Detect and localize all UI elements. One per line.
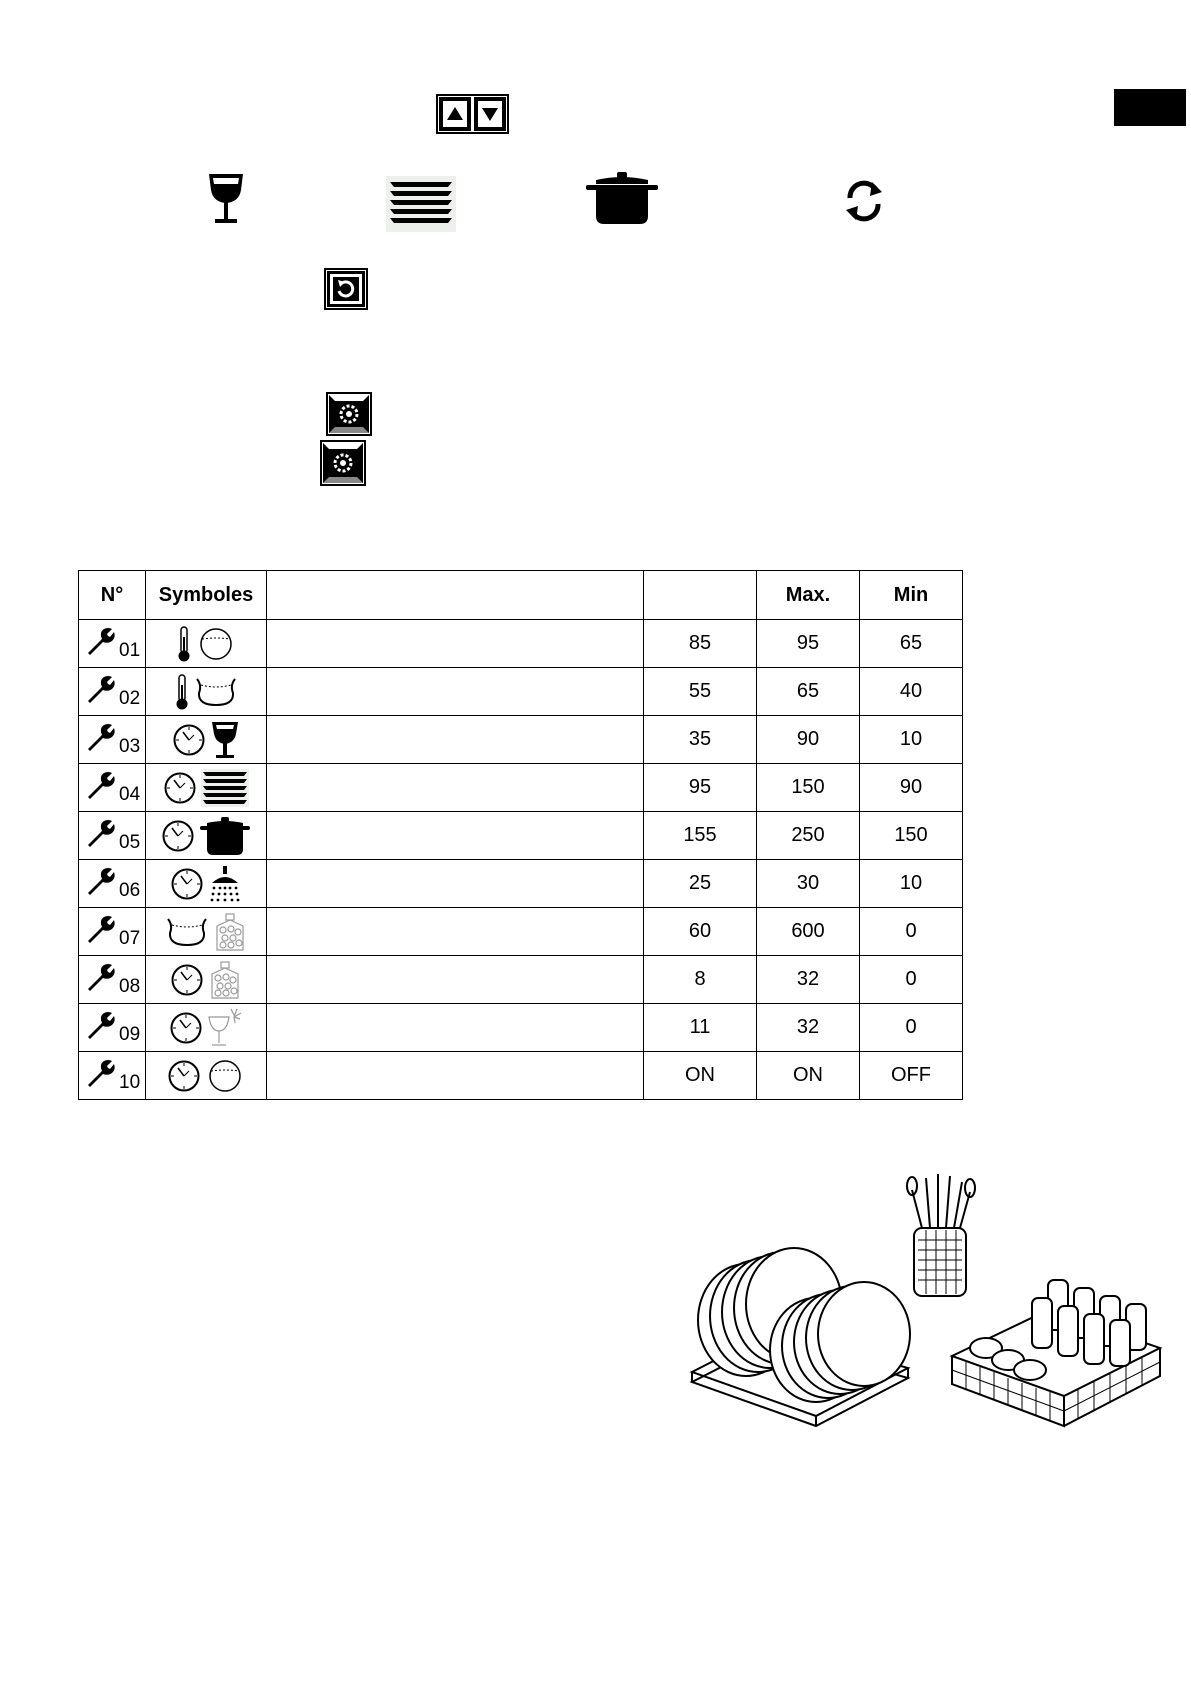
max-cell: 32 bbox=[757, 1004, 860, 1052]
wrench-icon bbox=[85, 1058, 115, 1094]
row-number-cell bbox=[79, 668, 146, 716]
row-number-cell bbox=[79, 956, 146, 1004]
clock-icon bbox=[163, 771, 197, 805]
wine-glass-icon bbox=[210, 720, 240, 760]
row-number: 08 bbox=[119, 976, 141, 997]
min-cell: 150 bbox=[860, 812, 963, 860]
wrench-icon bbox=[85, 866, 115, 902]
clock-icon bbox=[169, 1011, 203, 1045]
table-header-row bbox=[79, 571, 963, 620]
settings-gear-icon[interactable] bbox=[320, 440, 366, 486]
symbol-cell bbox=[146, 764, 267, 812]
max-cell: 150 bbox=[757, 764, 860, 812]
value-cell: 85 bbox=[644, 620, 757, 668]
symbol-cell bbox=[146, 908, 267, 956]
clock-icon bbox=[172, 723, 206, 757]
cooking-pot-icon bbox=[199, 816, 251, 856]
min-cell: 40 bbox=[860, 668, 963, 716]
min-cell: 90 bbox=[860, 764, 963, 812]
clock-icon bbox=[161, 819, 195, 853]
max-cell: 30 bbox=[757, 860, 860, 908]
nav-arrows-icon[interactable] bbox=[436, 94, 509, 134]
value-cell: 11 bbox=[644, 1004, 757, 1052]
thermometer-icon bbox=[174, 673, 190, 711]
row-number-cell bbox=[79, 620, 146, 668]
min-cell: OFF bbox=[860, 1052, 963, 1100]
col-header-value bbox=[644, 571, 757, 620]
shower-icon bbox=[208, 865, 242, 903]
table-row bbox=[79, 668, 963, 716]
detergent-icon bbox=[208, 960, 242, 1000]
wrench-icon bbox=[85, 674, 115, 710]
row-number: 05 bbox=[119, 832, 141, 853]
row-number-cell bbox=[79, 764, 146, 812]
row-number-cell bbox=[79, 1052, 146, 1100]
min-cell: 0 bbox=[860, 956, 963, 1004]
description-cell bbox=[267, 956, 644, 1004]
clock-icon bbox=[170, 963, 204, 997]
row-number: 09 bbox=[119, 1024, 141, 1045]
wrench-icon bbox=[85, 1010, 115, 1046]
table-row bbox=[79, 1052, 963, 1100]
value-cell: ON bbox=[644, 1052, 757, 1100]
max-cell: 32 bbox=[757, 956, 860, 1004]
table-row bbox=[79, 908, 963, 956]
max-cell: 95 bbox=[757, 620, 860, 668]
value-cell: 60 bbox=[644, 908, 757, 956]
table-row bbox=[79, 620, 963, 668]
row-number-cell bbox=[79, 908, 146, 956]
value-cell: 35 bbox=[644, 716, 757, 764]
symbol-cell bbox=[146, 956, 267, 1004]
row-number-cell bbox=[79, 1004, 146, 1052]
cooking-pot-icon bbox=[586, 170, 658, 226]
description-cell bbox=[267, 668, 644, 716]
min-cell: 65 bbox=[860, 620, 963, 668]
value-cell: 8 bbox=[644, 956, 757, 1004]
description-cell bbox=[267, 764, 644, 812]
col-header-no: N° bbox=[79, 571, 146, 620]
table-row bbox=[79, 812, 963, 860]
symbol-cell bbox=[146, 716, 267, 764]
row-number: 04 bbox=[119, 784, 141, 805]
tank-icon bbox=[196, 627, 236, 661]
row-number-cell bbox=[79, 812, 146, 860]
row-number-cell bbox=[79, 860, 146, 908]
col-header-symbols: Symboles bbox=[146, 571, 267, 620]
value-cell: 95 bbox=[644, 764, 757, 812]
wrench-icon bbox=[85, 962, 115, 998]
basin-icon bbox=[165, 915, 209, 949]
col-header-description bbox=[267, 571, 644, 620]
symbol-cell bbox=[146, 620, 267, 668]
max-cell: 65 bbox=[757, 668, 860, 716]
max-cell: 600 bbox=[757, 908, 860, 956]
parameter-table bbox=[78, 570, 963, 1100]
cycle-arrows-icon bbox=[842, 178, 886, 224]
table-row bbox=[79, 1004, 963, 1052]
wrench-icon bbox=[85, 914, 115, 950]
min-cell: 0 bbox=[860, 1004, 963, 1052]
symbol-cell bbox=[146, 1004, 267, 1052]
table-row bbox=[79, 860, 963, 908]
row-number: 03 bbox=[119, 736, 141, 757]
plate-stack-icon bbox=[386, 176, 456, 232]
clock-icon bbox=[170, 867, 204, 901]
table-row bbox=[79, 956, 963, 1004]
rinse-aid-icon bbox=[207, 1007, 243, 1049]
restart-button-icon[interactable] bbox=[324, 268, 368, 310]
clock-icon bbox=[167, 1059, 201, 1093]
row-number: 01 bbox=[119, 640, 141, 661]
symbol-cell bbox=[146, 668, 267, 716]
symbol-cell bbox=[146, 860, 267, 908]
min-cell: 0 bbox=[860, 908, 963, 956]
wrench-icon bbox=[85, 626, 115, 662]
value-cell: 25 bbox=[644, 860, 757, 908]
detergent-icon bbox=[213, 912, 247, 952]
value-cell: 55 bbox=[644, 668, 757, 716]
wrench-icon bbox=[85, 722, 115, 758]
description-cell bbox=[267, 1052, 644, 1100]
symbol-cell bbox=[146, 812, 267, 860]
symbol-cell bbox=[146, 1052, 267, 1100]
description-cell bbox=[267, 812, 644, 860]
max-cell: 250 bbox=[757, 812, 860, 860]
min-cell: 10 bbox=[860, 716, 963, 764]
min-cell: 10 bbox=[860, 860, 963, 908]
settings-gear-icon[interactable] bbox=[326, 392, 372, 436]
plate-stack-icon bbox=[201, 769, 249, 807]
row-number: 02 bbox=[119, 688, 141, 709]
col-header-max: Max. bbox=[757, 571, 860, 620]
basin-icon bbox=[194, 675, 238, 709]
row-number: 10 bbox=[119, 1072, 141, 1093]
col-header-min: Min bbox=[860, 571, 963, 620]
tank-icon bbox=[205, 1059, 245, 1093]
description-cell bbox=[267, 860, 644, 908]
wrench-icon bbox=[85, 818, 115, 854]
wrench-icon bbox=[85, 770, 115, 806]
table-row bbox=[79, 716, 963, 764]
description-cell bbox=[267, 1004, 644, 1052]
thermometer-icon bbox=[176, 625, 192, 663]
max-cell: 90 bbox=[757, 716, 860, 764]
wine-glass-icon bbox=[206, 172, 246, 226]
description-cell bbox=[267, 716, 644, 764]
row-number-cell bbox=[79, 716, 146, 764]
row-number: 06 bbox=[119, 880, 141, 901]
description-cell bbox=[267, 620, 644, 668]
dishwasher-baskets-illustration bbox=[686, 1170, 1166, 1460]
value-cell: 155 bbox=[644, 812, 757, 860]
table-row bbox=[79, 764, 963, 812]
language-tab bbox=[1114, 89, 1186, 126]
row-number: 07 bbox=[119, 928, 141, 949]
description-cell bbox=[267, 908, 644, 956]
max-cell: ON bbox=[757, 1052, 860, 1100]
